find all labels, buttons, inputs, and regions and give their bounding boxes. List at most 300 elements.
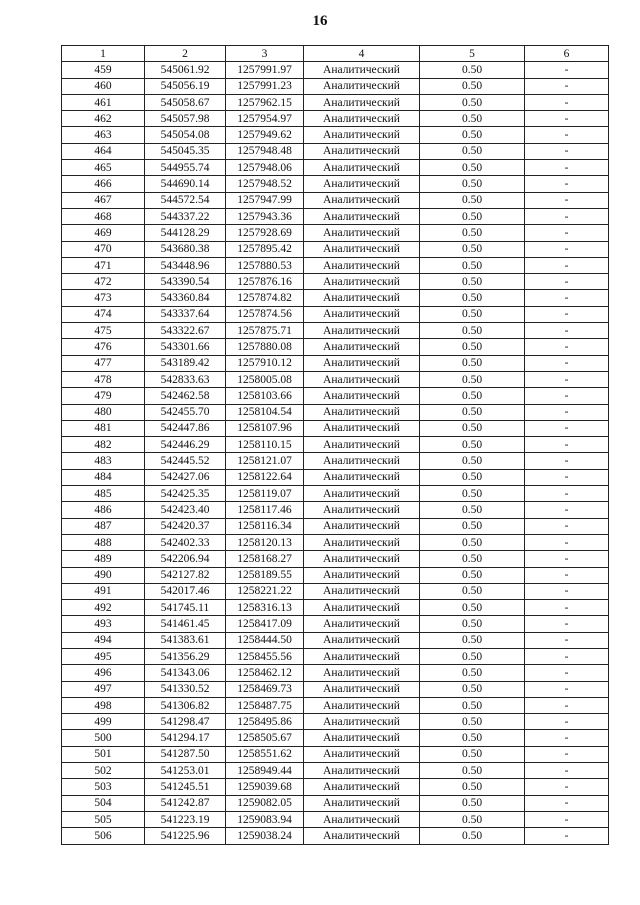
- table-row: [62, 551, 609, 567]
- accuracy-cell: 0.50: [420, 681, 525, 697]
- note-cell: -: [525, 62, 609, 78]
- y-coordinate-cell: 1257874.56: [226, 306, 304, 322]
- note-cell: -: [525, 795, 609, 811]
- method-cell: Аналитический: [304, 94, 420, 110]
- note-cell: -: [525, 176, 609, 192]
- method-cell: Аналитический: [304, 763, 420, 779]
- x-coordinate-cell: 543680.38: [145, 241, 226, 257]
- x-coordinate-cell: 541330.52: [145, 681, 226, 697]
- note-cell: -: [525, 111, 609, 127]
- note-cell: -: [525, 763, 609, 779]
- point-number-cell: 462: [62, 111, 145, 127]
- note-cell: -: [525, 290, 609, 306]
- y-coordinate-cell: 1258469.73: [226, 681, 304, 697]
- method-cell: Аналитический: [304, 160, 420, 176]
- y-coordinate-cell: 1257954.97: [226, 111, 304, 127]
- note-cell: -: [525, 502, 609, 518]
- y-coordinate-cell: 1258444.50: [226, 632, 304, 648]
- method-cell: Аналитический: [304, 502, 420, 518]
- table-row: [62, 730, 609, 746]
- point-number-cell: 500: [62, 730, 145, 746]
- point-number-cell: 463: [62, 127, 145, 143]
- table-row: [62, 290, 609, 306]
- accuracy-cell: 0.50: [420, 355, 525, 371]
- x-coordinate-cell: 541287.50: [145, 746, 226, 762]
- y-coordinate-cell: 1257948.48: [226, 143, 304, 159]
- column-header: 5: [420, 46, 525, 62]
- method-cell: Аналитический: [304, 469, 420, 485]
- accuracy-cell: 0.50: [420, 648, 525, 664]
- table-row: [62, 127, 609, 143]
- x-coordinate-cell: 545056.19: [145, 78, 226, 94]
- x-coordinate-cell: 542462.58: [145, 388, 226, 404]
- y-coordinate-cell: 1257991.97: [226, 62, 304, 78]
- point-number-cell: 480: [62, 404, 145, 420]
- x-coordinate-cell: 541745.11: [145, 600, 226, 616]
- point-number-cell: 506: [62, 828, 145, 844]
- page-number: 16: [312, 13, 328, 29]
- note-cell: -: [525, 192, 609, 208]
- x-coordinate-cell: 544337.22: [145, 208, 226, 224]
- accuracy-cell: 0.50: [420, 160, 525, 176]
- x-coordinate-cell: 541253.01: [145, 763, 226, 779]
- note-cell: -: [525, 78, 609, 94]
- accuracy-cell: 0.50: [420, 746, 525, 762]
- table-row: [62, 355, 609, 371]
- column-header: 3: [226, 46, 304, 62]
- note-cell: -: [525, 632, 609, 648]
- y-coordinate-cell: 1257947.99: [226, 192, 304, 208]
- y-coordinate-cell: 1258417.09: [226, 616, 304, 632]
- method-cell: Аналитический: [304, 257, 420, 273]
- point-number-cell: 465: [62, 160, 145, 176]
- point-number-cell: 474: [62, 306, 145, 322]
- y-coordinate-cell: 1258005.08: [226, 371, 304, 387]
- note-cell: -: [525, 600, 609, 616]
- accuracy-cell: 0.50: [420, 323, 525, 339]
- note-cell: -: [525, 143, 609, 159]
- table-row: [62, 518, 609, 534]
- accuracy-cell: 0.50: [420, 828, 525, 844]
- note-cell: -: [525, 697, 609, 713]
- point-number-cell: 497: [62, 681, 145, 697]
- note-cell: -: [525, 225, 609, 241]
- note-cell: -: [525, 437, 609, 453]
- accuracy-cell: 0.50: [420, 241, 525, 257]
- point-number-cell: 472: [62, 274, 145, 290]
- point-number-cell: 502: [62, 763, 145, 779]
- x-coordinate-cell: 541461.45: [145, 616, 226, 632]
- accuracy-cell: 0.50: [420, 143, 525, 159]
- y-coordinate-cell: 1257875.71: [226, 323, 304, 339]
- accuracy-cell: 0.50: [420, 616, 525, 632]
- point-number-cell: 493: [62, 616, 145, 632]
- note-cell: -: [525, 160, 609, 176]
- method-cell: Аналитический: [304, 746, 420, 762]
- accuracy-cell: 0.50: [420, 192, 525, 208]
- note-cell: -: [525, 355, 609, 371]
- y-coordinate-cell: 1258107.96: [226, 420, 304, 436]
- point-number-cell: 478: [62, 371, 145, 387]
- y-coordinate-cell: 1258104.54: [226, 404, 304, 420]
- point-number-cell: 491: [62, 583, 145, 599]
- y-coordinate-cell: 1257948.06: [226, 160, 304, 176]
- method-cell: Аналитический: [304, 143, 420, 159]
- note-cell: -: [525, 469, 609, 485]
- note-cell: -: [525, 453, 609, 469]
- x-coordinate-cell: 541225.96: [145, 828, 226, 844]
- table-row: [62, 306, 609, 322]
- table-row: [62, 665, 609, 681]
- x-coordinate-cell: 542423.40: [145, 502, 226, 518]
- method-cell: Аналитический: [304, 176, 420, 192]
- note-cell: -: [525, 616, 609, 632]
- x-coordinate-cell: 543390.54: [145, 274, 226, 290]
- accuracy-cell: 0.50: [420, 600, 525, 616]
- accuracy-cell: 0.50: [420, 811, 525, 827]
- x-coordinate-cell: 545054.08: [145, 127, 226, 143]
- x-coordinate-cell: 541343.06: [145, 665, 226, 681]
- note-cell: -: [525, 404, 609, 420]
- method-cell: Аналитический: [304, 78, 420, 94]
- table-row: [62, 225, 609, 241]
- y-coordinate-cell: 1257928.69: [226, 225, 304, 241]
- x-coordinate-cell: 544128.29: [145, 225, 226, 241]
- method-cell: Аналитический: [304, 225, 420, 241]
- x-coordinate-cell: 542017.46: [145, 583, 226, 599]
- y-coordinate-cell: 1258551.62: [226, 746, 304, 762]
- table-row: [62, 746, 609, 762]
- y-coordinate-cell: 1258221.22: [226, 583, 304, 599]
- table-row: [62, 257, 609, 273]
- method-cell: Аналитический: [304, 534, 420, 550]
- table-row: [62, 600, 609, 616]
- y-coordinate-cell: 1259083.94: [226, 811, 304, 827]
- accuracy-cell: 0.50: [420, 714, 525, 730]
- table-row: [62, 62, 609, 78]
- method-cell: Аналитический: [304, 192, 420, 208]
- method-cell: Аналитический: [304, 551, 420, 567]
- point-number-cell: 469: [62, 225, 145, 241]
- point-number-cell: 496: [62, 665, 145, 681]
- point-number-cell: 475: [62, 323, 145, 339]
- coordinates-table: [61, 45, 609, 845]
- accuracy-cell: 0.50: [420, 339, 525, 355]
- x-coordinate-cell: 543360.84: [145, 290, 226, 306]
- method-cell: Аналитический: [304, 323, 420, 339]
- x-coordinate-cell: 543322.67: [145, 323, 226, 339]
- y-coordinate-cell: 1258189.55: [226, 567, 304, 583]
- method-cell: Аналитический: [304, 811, 420, 827]
- note-cell: -: [525, 746, 609, 762]
- y-coordinate-cell: 1258110.15: [226, 437, 304, 453]
- point-number-cell: 486: [62, 502, 145, 518]
- point-number-cell: 461: [62, 94, 145, 110]
- column-header: 1: [62, 46, 145, 62]
- table-row: [62, 192, 609, 208]
- method-cell: Аналитический: [304, 241, 420, 257]
- method-cell: Аналитический: [304, 404, 420, 420]
- point-number-cell: 467: [62, 192, 145, 208]
- table-row: [62, 828, 609, 844]
- method-cell: Аналитический: [304, 388, 420, 404]
- note-cell: -: [525, 551, 609, 567]
- y-coordinate-cell: 1259038.24: [226, 828, 304, 844]
- accuracy-cell: 0.50: [420, 208, 525, 224]
- point-number-cell: 476: [62, 339, 145, 355]
- method-cell: Аналитический: [304, 583, 420, 599]
- y-coordinate-cell: 1257876.16: [226, 274, 304, 290]
- x-coordinate-cell: 541298.47: [145, 714, 226, 730]
- accuracy-cell: 0.50: [420, 290, 525, 306]
- table-row: [62, 176, 609, 192]
- note-cell: -: [525, 681, 609, 697]
- note-cell: -: [525, 665, 609, 681]
- y-coordinate-cell: 1258120.13: [226, 534, 304, 550]
- point-number-cell: 487: [62, 518, 145, 534]
- y-coordinate-cell: 1257895.42: [226, 241, 304, 257]
- table-row: [62, 632, 609, 648]
- point-number-cell: 492: [62, 600, 145, 616]
- y-coordinate-cell: 1257943.36: [226, 208, 304, 224]
- accuracy-cell: 0.50: [420, 257, 525, 273]
- point-number-cell: 504: [62, 795, 145, 811]
- point-number-cell: 490: [62, 567, 145, 583]
- point-number-cell: 471: [62, 257, 145, 273]
- table-row: [62, 453, 609, 469]
- table-row: [62, 339, 609, 355]
- y-coordinate-cell: 1257880.53: [226, 257, 304, 273]
- method-cell: Аналитический: [304, 486, 420, 502]
- y-coordinate-cell: 1259082.05: [226, 795, 304, 811]
- x-coordinate-cell: 541383.61: [145, 632, 226, 648]
- y-coordinate-cell: 1258949.44: [226, 763, 304, 779]
- x-coordinate-cell: 545057.98: [145, 111, 226, 127]
- point-number-cell: 482: [62, 437, 145, 453]
- accuracy-cell: 0.50: [420, 632, 525, 648]
- y-coordinate-cell: 1258117.46: [226, 502, 304, 518]
- table-row: [62, 779, 609, 795]
- method-cell: Аналитический: [304, 600, 420, 616]
- note-cell: -: [525, 94, 609, 110]
- table-row: [62, 160, 609, 176]
- accuracy-cell: 0.50: [420, 551, 525, 567]
- note-cell: -: [525, 730, 609, 746]
- accuracy-cell: 0.50: [420, 306, 525, 322]
- note-cell: -: [525, 306, 609, 322]
- method-cell: Аналитический: [304, 632, 420, 648]
- x-coordinate-cell: 543448.96: [145, 257, 226, 273]
- note-cell: -: [525, 486, 609, 502]
- table-row: [62, 567, 609, 583]
- method-cell: Аналитический: [304, 127, 420, 143]
- method-cell: Аналитический: [304, 518, 420, 534]
- accuracy-cell: 0.50: [420, 730, 525, 746]
- accuracy-cell: 0.50: [420, 486, 525, 502]
- x-coordinate-cell: 542446.29: [145, 437, 226, 453]
- method-cell: Аналитический: [304, 306, 420, 322]
- accuracy-cell: 0.50: [420, 518, 525, 534]
- accuracy-cell: 0.50: [420, 420, 525, 436]
- note-cell: -: [525, 241, 609, 257]
- table-row: [62, 583, 609, 599]
- accuracy-cell: 0.50: [420, 779, 525, 795]
- method-cell: Аналитический: [304, 795, 420, 811]
- method-cell: Аналитический: [304, 779, 420, 795]
- point-number-cell: 488: [62, 534, 145, 550]
- accuracy-cell: 0.50: [420, 437, 525, 453]
- column-header: 6: [525, 46, 609, 62]
- note-cell: -: [525, 323, 609, 339]
- table-row: [62, 437, 609, 453]
- note-cell: -: [525, 339, 609, 355]
- point-number-cell: 477: [62, 355, 145, 371]
- x-coordinate-cell: 542402.33: [145, 534, 226, 550]
- x-coordinate-cell: 543189.42: [145, 355, 226, 371]
- point-number-cell: 484: [62, 469, 145, 485]
- accuracy-cell: 0.50: [420, 176, 525, 192]
- note-cell: -: [525, 567, 609, 583]
- x-coordinate-cell: 543337.64: [145, 306, 226, 322]
- method-cell: Аналитический: [304, 648, 420, 664]
- x-coordinate-cell: 545058.67: [145, 94, 226, 110]
- table-row: [62, 143, 609, 159]
- method-cell: Аналитический: [304, 681, 420, 697]
- x-coordinate-cell: 542455.70: [145, 404, 226, 420]
- note-cell: -: [525, 779, 609, 795]
- x-coordinate-cell: 543301.66: [145, 339, 226, 355]
- note-cell: -: [525, 648, 609, 664]
- accuracy-cell: 0.50: [420, 502, 525, 518]
- method-cell: Аналитический: [304, 355, 420, 371]
- y-coordinate-cell: 1258122.64: [226, 469, 304, 485]
- table-row: [62, 795, 609, 811]
- note-cell: -: [525, 534, 609, 550]
- point-number-cell: 468: [62, 208, 145, 224]
- table-row: [62, 420, 609, 436]
- point-number-cell: 499: [62, 714, 145, 730]
- table-header-row: [62, 46, 609, 62]
- x-coordinate-cell: 541306.82: [145, 697, 226, 713]
- note-cell: -: [525, 420, 609, 436]
- x-coordinate-cell: 542445.52: [145, 453, 226, 469]
- x-coordinate-cell: 542833.63: [145, 371, 226, 387]
- method-cell: Аналитический: [304, 290, 420, 306]
- y-coordinate-cell: 1258505.67: [226, 730, 304, 746]
- x-coordinate-cell: 542427.06: [145, 469, 226, 485]
- accuracy-cell: 0.50: [420, 583, 525, 599]
- y-coordinate-cell: 1257962.15: [226, 94, 304, 110]
- table-row: [62, 388, 609, 404]
- table-row: [62, 404, 609, 420]
- x-coordinate-cell: 542447.86: [145, 420, 226, 436]
- table-row: [62, 111, 609, 127]
- point-number-cell: 470: [62, 241, 145, 257]
- note-cell: -: [525, 208, 609, 224]
- y-coordinate-cell: 1258455.56: [226, 648, 304, 664]
- y-coordinate-cell: 1258103.66: [226, 388, 304, 404]
- note-cell: -: [525, 828, 609, 844]
- accuracy-cell: 0.50: [420, 665, 525, 681]
- method-cell: Аналитический: [304, 453, 420, 469]
- point-number-cell: 460: [62, 78, 145, 94]
- x-coordinate-cell: 545061.92: [145, 62, 226, 78]
- point-number-cell: 483: [62, 453, 145, 469]
- note-cell: -: [525, 811, 609, 827]
- point-number-cell: 495: [62, 648, 145, 664]
- x-coordinate-cell: 542425.35: [145, 486, 226, 502]
- column-header: 2: [145, 46, 226, 62]
- method-cell: Аналитический: [304, 111, 420, 127]
- point-number-cell: 503: [62, 779, 145, 795]
- point-number-cell: 466: [62, 176, 145, 192]
- accuracy-cell: 0.50: [420, 469, 525, 485]
- y-coordinate-cell: 1257910.12: [226, 355, 304, 371]
- point-number-cell: 498: [62, 697, 145, 713]
- method-cell: Аналитический: [304, 274, 420, 290]
- point-number-cell: 505: [62, 811, 145, 827]
- note-cell: -: [525, 274, 609, 290]
- accuracy-cell: 0.50: [420, 795, 525, 811]
- accuracy-cell: 0.50: [420, 371, 525, 387]
- y-coordinate-cell: 1259039.68: [226, 779, 304, 795]
- point-number-cell: 459: [62, 62, 145, 78]
- table-row: [62, 763, 609, 779]
- table-row: [62, 811, 609, 827]
- table-row: [62, 648, 609, 664]
- accuracy-cell: 0.50: [420, 388, 525, 404]
- table-row: [62, 323, 609, 339]
- point-number-cell: 485: [62, 486, 145, 502]
- x-coordinate-cell: 545045.35: [145, 143, 226, 159]
- note-cell: -: [525, 257, 609, 273]
- table-row: [62, 714, 609, 730]
- table-row: [62, 241, 609, 257]
- y-coordinate-cell: 1258462.12: [226, 665, 304, 681]
- x-coordinate-cell: 544955.74: [145, 160, 226, 176]
- x-coordinate-cell: 541294.17: [145, 730, 226, 746]
- table-row: [62, 502, 609, 518]
- table-row: [62, 94, 609, 110]
- method-cell: Аналитический: [304, 339, 420, 355]
- point-number-cell: 481: [62, 420, 145, 436]
- table-row: [62, 469, 609, 485]
- table-row: [62, 697, 609, 713]
- point-number-cell: 501: [62, 746, 145, 762]
- accuracy-cell: 0.50: [420, 763, 525, 779]
- y-coordinate-cell: 1258495.86: [226, 714, 304, 730]
- accuracy-cell: 0.50: [420, 274, 525, 290]
- column-header: 4: [304, 46, 420, 62]
- method-cell: Аналитический: [304, 208, 420, 224]
- method-cell: Аналитический: [304, 828, 420, 844]
- accuracy-cell: 0.50: [420, 62, 525, 78]
- table-body: [62, 62, 609, 844]
- y-coordinate-cell: 1258316.13: [226, 600, 304, 616]
- y-coordinate-cell: 1257874.82: [226, 290, 304, 306]
- note-cell: -: [525, 388, 609, 404]
- accuracy-cell: 0.50: [420, 78, 525, 94]
- y-coordinate-cell: 1257991.23: [226, 78, 304, 94]
- table-row: [62, 274, 609, 290]
- table-row: [62, 486, 609, 502]
- y-coordinate-cell: 1258168.27: [226, 551, 304, 567]
- x-coordinate-cell: 541223.19: [145, 811, 226, 827]
- x-coordinate-cell: 542420.37: [145, 518, 226, 534]
- accuracy-cell: 0.50: [420, 127, 525, 143]
- table-row: [62, 371, 609, 387]
- note-cell: -: [525, 583, 609, 599]
